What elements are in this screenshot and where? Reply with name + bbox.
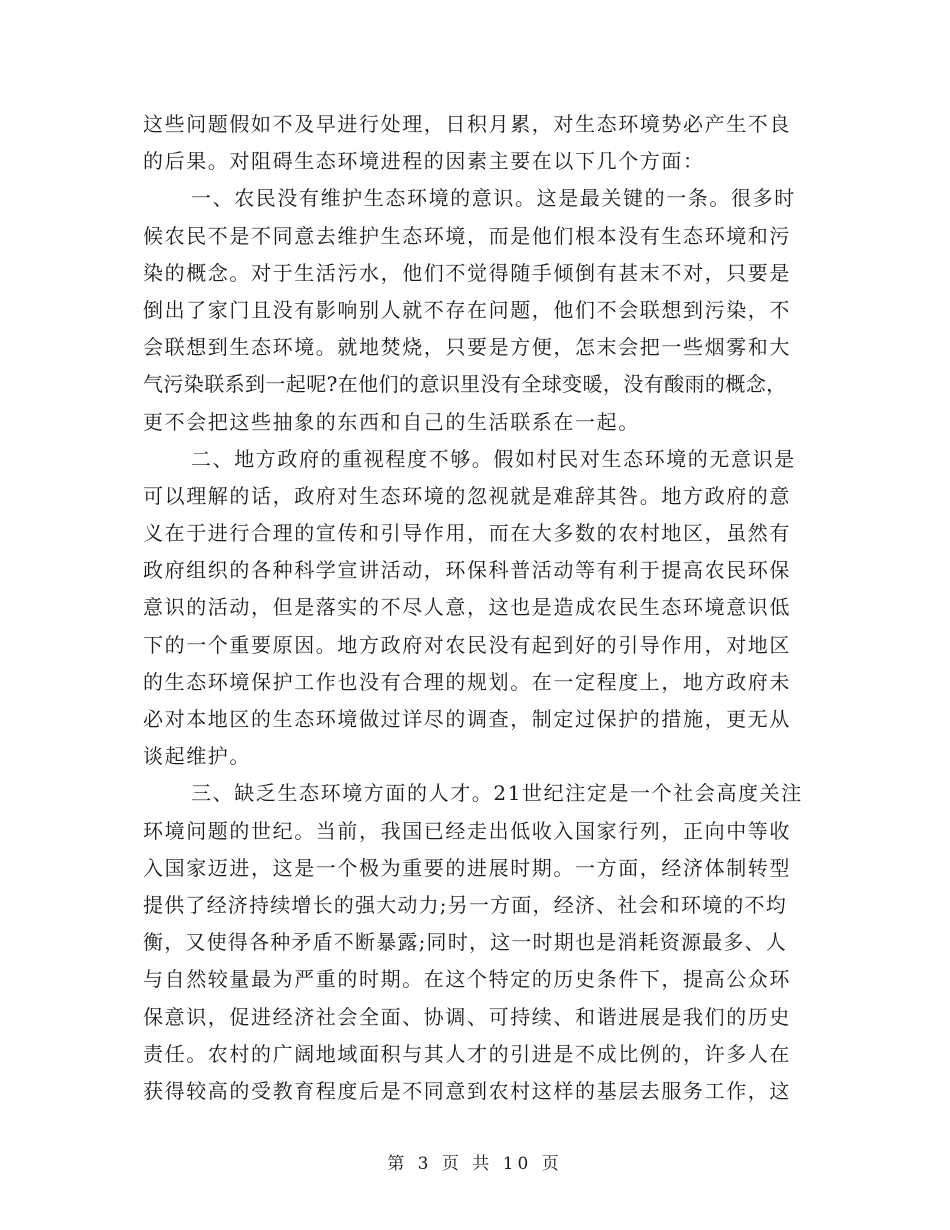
- text-line: 的后果。对阻碍生态环境进程的因素主要在以下几个方面：: [143, 149, 705, 174]
- text-line: 提供了经济持续增长的强大动力;另一方面，经济、社会和环境的不均: [143, 892, 787, 917]
- text-line: 保意识，促进经济社会全面、协调、可持续、和谐进展是我们的历史: [143, 1004, 791, 1029]
- text-line: 更不会把这些抽象的东西和自己的生活联系在一起。: [143, 409, 640, 434]
- text-line: 这些问题假如不及早进行处理，日积月累，对生态环境势必产生不良: [143, 112, 791, 136]
- text-line: 责任。农村的广阔地域面积与其人才的引进是不成比例的，许多人在: [143, 1041, 791, 1066]
- text-line: 会联想到生态环境。就地焚烧，只要是方便，怎末会把一些烟雾和大: [143, 335, 791, 360]
- text-line: 与自然较量最为严重的时期。在这个特定的历史条件下，提高公众环: [143, 967, 791, 992]
- text-line: 衡，又使得各种矛盾不断暴露;同时，这一时期也是消耗资源最多、人: [143, 930, 787, 955]
- text-line: 三、缺乏生态环境方面的人才。21世纪注定是一个社会高度关注: [191, 781, 803, 806]
- text-line: 必对本地区的生态环境做过详尽的调查，制定过保护的措施，更无从: [143, 707, 791, 731]
- text-line: 二、地方政府的重视程度不够。假如村民对生态环境的无意识是: [191, 446, 796, 471]
- text-line: 下的一个重要原因。地方政府对农民没有起到好的引导作用，对地区: [143, 632, 791, 657]
- text-line: 倒出了家门且没有影响别人就不存在问题，他们不会联想到污染，不: [143, 297, 791, 322]
- text-line: 的生态环境保护工作也没有合理的规划。在一定程度上，地方政府未: [143, 669, 791, 694]
- text-line: 候农民不是不同意去维护生态环境，而是他们根本没有生态环境和污: [143, 223, 791, 248]
- text-line: 一、农民没有维护生态环境的意识。这是最关键的一条。很多时: [191, 186, 796, 211]
- text-line: 意识的活动，但是落实的不尽人意，这也是造成农民生态环境意识低: [143, 595, 791, 620]
- text-line: 义在于进行合理的宣传和引导作用，而在大多数的农村地区，虽然有: [143, 521, 791, 546]
- text-line: 可以理解的话，政府对生态环境的忽视就是难辞其咎。地方政府的意: [143, 483, 791, 508]
- text-line: 获得较高的受教育程度后是不同意到农村这样的基层去服务工作，这: [143, 1078, 791, 1103]
- text-line: 气污染联系到一起呢?在他们的意识里没有全球变暖，没有酸雨的概念，: [143, 372, 787, 397]
- text-line: 政府组织的各种科学宣讲活动，环保科普活动等有利于提高农民环保: [143, 558, 791, 583]
- text-line: 入国家迈进，这是一个极为重要的进展时期。一方面，经济体制转型: [143, 855, 791, 880]
- text-line: 谈起维护。: [143, 744, 251, 769]
- document-body: [143, 106, 813, 1110]
- page-number-footer: 第 3 页 共 10 页: [387, 1154, 563, 1174]
- text-line: 环境问题的世纪。当前，我国已经走出低收入国家行列，正向中等收: [143, 818, 791, 843]
- text-line: 染的概念。对于生活污水，他们不觉得随手倾倒有甚末不对，只要是: [143, 260, 791, 285]
